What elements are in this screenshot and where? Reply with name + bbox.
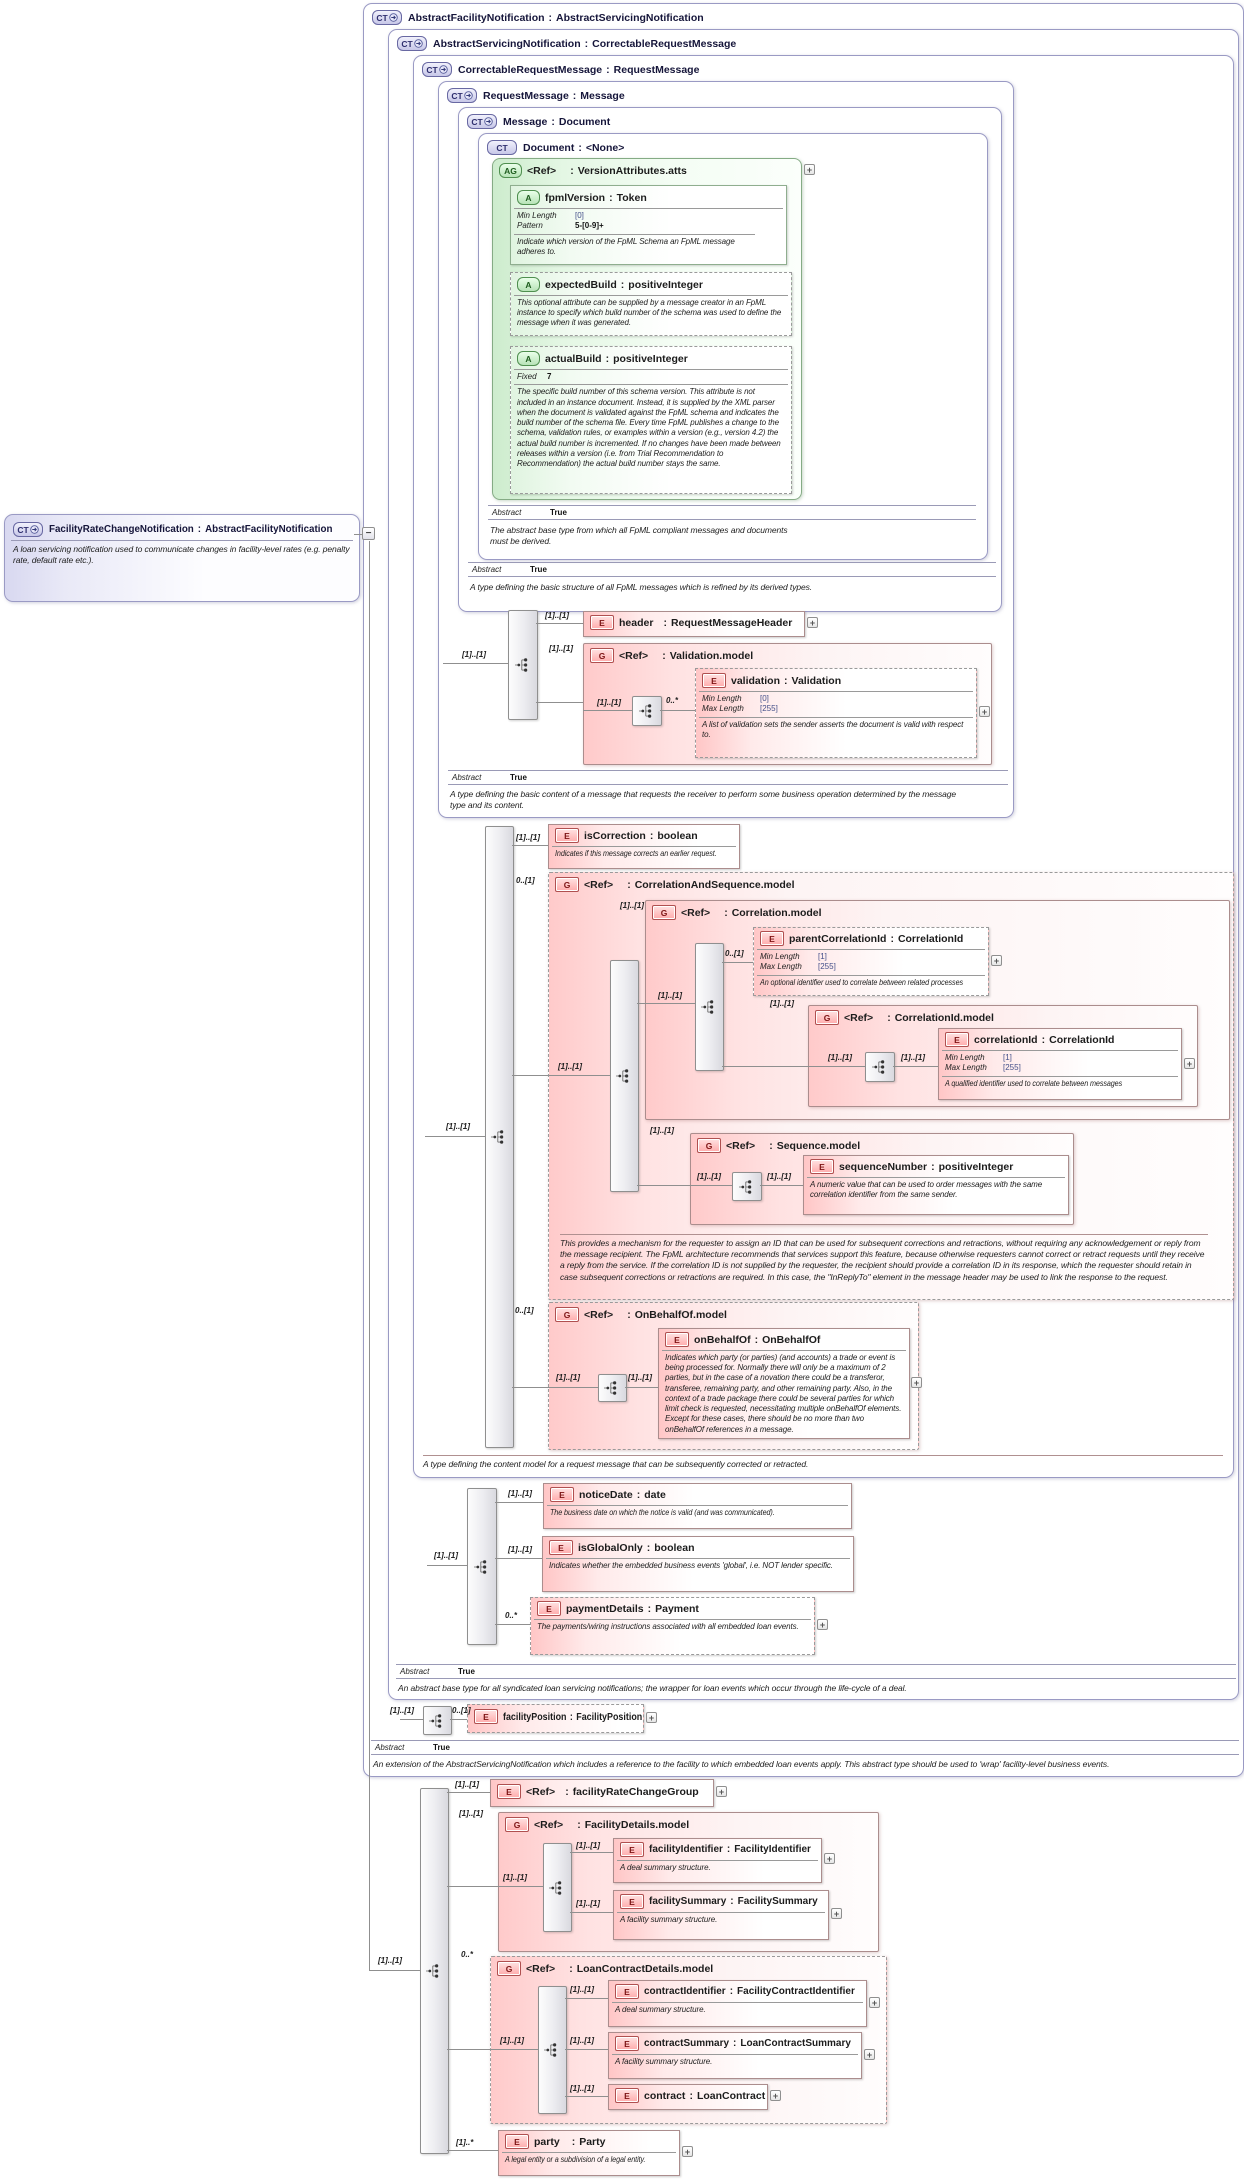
sequence-connector (598, 1374, 627, 1402)
sequence-icon (639, 702, 656, 720)
derived-arrow-icon (484, 117, 493, 126)
sequence-connector (467, 1488, 497, 1645)
connector-line (565, 1998, 608, 1999)
sequence-icon (701, 998, 718, 1016)
type-title: AbstractFacilityNotification : AbstractServicingNotification (408, 11, 704, 24)
element-badge: E (702, 673, 726, 688)
expand-icon[interactable]: + (869, 1997, 880, 2008)
cardinality-label: [1]..[1] (549, 644, 573, 653)
element-box-correlation-id[interactable] (938, 1028, 1182, 1100)
cardinality-label: [1]..[1] (770, 999, 794, 1008)
expand-icon[interactable]: + (864, 2049, 875, 2060)
attribute-box-actual-build[interactable] (510, 346, 792, 494)
cardinality-label: [1]..[1] (570, 1985, 594, 1994)
type-title: Document : <None> (523, 141, 625, 154)
attribute-facts: Fixed 7 (514, 369, 788, 384)
sequence-icon (515, 656, 532, 674)
sequence-connector (695, 943, 724, 1071)
expand-icon[interactable]: + (682, 2146, 693, 2157)
connector-line (495, 1558, 542, 1559)
attribute-box-fpml-version[interactable] (510, 185, 787, 265)
cardinality-label: [1]..[1] (576, 1841, 600, 1850)
element-badge: E (550, 1487, 574, 1502)
element-box-facility-identifier[interactable] (613, 1838, 822, 1883)
element-box-facility-rate-change-group[interactable] (490, 1779, 714, 1807)
cardinality-label: [1]..* (456, 2138, 474, 2147)
element-box-contract[interactable] (608, 2084, 768, 2110)
attribute-group-title: <Ref> : VersionAttributes.atts (527, 164, 687, 177)
element-badge: E (945, 1032, 969, 1047)
expand-icon[interactable]: + (1184, 1058, 1195, 1069)
element-title: <Ref> : facilityRateChangeGroup (526, 1785, 699, 1798)
element-annotation: A deal summary structure. (617, 1860, 818, 1875)
expand-icon[interactable]: + (817, 1619, 828, 1630)
connector-line (637, 1185, 732, 1186)
element-title: noticeDate : date (579, 1488, 666, 1501)
element-facts: Min Length [1] Max Length [255] (942, 1050, 1178, 1076)
element-title: header : RequestMessageHeader (619, 616, 793, 629)
sequence-connector (732, 1172, 762, 1201)
element-title: correlationId : CorrelationId (974, 1033, 1115, 1046)
connector-line (447, 2150, 498, 2151)
expand-icon[interactable]: + (770, 2090, 781, 2101)
connector-line (447, 1886, 543, 1887)
connector-line (512, 1075, 610, 1076)
element-box-validation[interactable] (695, 668, 977, 758)
element-box-party[interactable] (498, 2130, 680, 2176)
connector-line (565, 2049, 608, 2050)
sequence-icon (616, 1067, 633, 1085)
attribute-title: expectedBuild : positiveInteger (545, 278, 703, 291)
connector-line (893, 1066, 938, 1067)
abstract-fact-row: Abstract True (371, 1740, 1239, 1755)
group-badge: G (652, 905, 676, 920)
cardinality-label: [1]..[1] (459, 1809, 483, 1818)
element-title: party : Party (534, 2135, 606, 2148)
expand-icon[interactable]: + (911, 1377, 922, 1388)
cardinality-label: [1]..[1] (570, 2036, 594, 2045)
complex-type-badge: CT (447, 88, 477, 103)
element-badge: E (620, 1894, 644, 1909)
attribute-title: actualBuild : positiveInteger (545, 352, 688, 365)
element-annotation: Indicates whether the embedded business events 'global', i.e. NOT lender specific. (546, 1558, 850, 1573)
attribute-facts: Min Length [0] Pattern 5-[0-9]+ (514, 208, 783, 234)
element-box-facility-position[interactable] (467, 1704, 644, 1733)
element-badge: E (497, 1784, 521, 1799)
element-annotation: The payments/wiring instructions associated with all embedded loan events. (534, 1619, 811, 1634)
cardinality-label: [1]..[1] (462, 650, 486, 659)
attribute-box-expected-build[interactable] (510, 272, 792, 336)
cardinality-label: 0..[1] (516, 876, 535, 885)
element-annotation: A qualified identifier used to correlate between messages (942, 1076, 1178, 1091)
connector-line (354, 534, 362, 535)
element-annotation: A legal entity or a subdivision of a legal entity. (502, 2152, 676, 2167)
abstract-fact-row: Abstract True (468, 562, 996, 577)
element-title: contractSummary : LoanContractSummary (644, 2038, 851, 2049)
cardinality-label: [1]..[1] (620, 901, 644, 910)
attribute-annotation: The specific build number of this schema version. This attribute is not included in an instance document. Instead, it is supplied by the XML parser when the document is validated against the FpML schema and indicates the build number of the schema file. Every time FpML publishes a change to the schema, validation rules, or examples within a version (e.g., version 4.2) the actual build number is incremented. If no changes have been made between releases within a version (i.e. from Trial Recommendation to Recommendation) the actual build number stays the same. (514, 384, 788, 471)
connector-line (536, 702, 583, 703)
expand-icon[interactable]: + (824, 1853, 835, 1864)
connector-line (660, 710, 695, 711)
type-title: FacilityRateChangeNotification : AbstractFacilityNotification (49, 524, 333, 535)
expand-icon[interactable]: + (807, 617, 818, 628)
element-title: isCorrection : boolean (584, 829, 698, 842)
group-title: <Ref> : Sequence.model (726, 1139, 861, 1152)
cardinality-label: [1]..[1] (576, 1899, 600, 1908)
element-badge: E (590, 615, 614, 630)
type-title: RequestMessage : Message (483, 89, 625, 102)
attribute-badge: A (517, 351, 540, 366)
element-box-on-behalf-of[interactable] (658, 1328, 910, 1439)
attribute-title: fpmlVersion : Token (545, 191, 647, 204)
element-badge: E (615, 1984, 639, 1999)
abstract-fact-row: Abstract True (396, 1664, 1236, 1679)
sequence-connector (485, 826, 514, 1448)
connector-line (443, 663, 508, 664)
cardinality-label: 0..* (505, 1611, 518, 1620)
connector-line (512, 1387, 598, 1388)
group-title: <Ref> : Correlation.model (681, 906, 822, 919)
type-annotation: A type defining the basic content of a message that requests the receiver to perform some business operation determined by the message type and its content. (450, 789, 957, 811)
cardinality-label: 0..* (461, 1950, 474, 1959)
sequence-connector (632, 696, 662, 726)
element-box-sequence-number[interactable] (803, 1155, 1069, 1215)
element-annotation: A facility summary structure. (617, 1912, 825, 1927)
element-annotation: A deal summary structure. (612, 2002, 863, 2017)
cardinality-label: [1]..[1] (597, 698, 621, 707)
sequence-icon (491, 1128, 508, 1146)
group-badge: G (590, 648, 614, 663)
connector-line (625, 1387, 658, 1388)
connector-line (570, 1912, 613, 1913)
element-title: sequenceNumber : positiveInteger (839, 1160, 1014, 1173)
expand-icon[interactable]: + (831, 1908, 842, 1919)
sequence-icon (426, 1962, 443, 1980)
element-box-is-global-only[interactable] (542, 1536, 854, 1592)
element-title: facilityPosition : FacilityPosition (503, 1710, 643, 1723)
element-title: parentCorrelationId : CorrelationId (789, 932, 964, 945)
cardinality-label: [1]..[1] (516, 833, 540, 842)
cardinality-label: [1]..[1] (446, 1122, 470, 1131)
sequence-icon (474, 1558, 491, 1576)
element-badge: E (474, 1709, 498, 1724)
cardinality-label: [1]..[1] (658, 991, 682, 1000)
connector-line (722, 1066, 865, 1067)
connector-line (570, 1852, 613, 1853)
derived-arrow-icon (30, 525, 39, 534)
element-annotation: Indicates which party (or parties) (and accounts) a trade or event is being processed for. Normally there will only be a maximum of 2 parties, but in the case of a novation there could be a transferor, transferee, remaining party, and other remaining party. Also, in the context of a trade package there could be several parties for which limit check is requested, necessitating multiple onBehalfOf elements. Except for these cases, there should be no more than two onBehalfOf references in a message. (662, 1350, 906, 1437)
element-box-is-correction[interactable] (548, 824, 740, 869)
cardinality-label: [1]..[1] (378, 1956, 402, 1965)
group-badge: G (505, 1817, 529, 1832)
cardinality-label: [1]..[1] (828, 1053, 852, 1062)
group-title: <Ref> : LoanContractDetails.model (526, 1962, 714, 1975)
derived-arrow-icon (389, 13, 398, 22)
complex-type-badge: CT (487, 140, 517, 155)
sequence-icon (604, 1379, 621, 1397)
sequence-icon (544, 2041, 561, 2059)
type-box-facility-rate-change-notification[interactable] (4, 514, 360, 602)
complex-type-badge: CT (372, 10, 402, 25)
derived-arrow-icon (439, 65, 448, 74)
abstract-fact-row: Abstract True (448, 770, 1008, 785)
type-annotation: A type defining the content model for a request message that can be subsequently corrected or retracted. (423, 1455, 1223, 1470)
element-title: isGlobalOnly : boolean (578, 1541, 695, 1554)
element-badge: E (810, 1159, 834, 1174)
abstract-fact-row: Abstract True (488, 505, 976, 520)
cardinality-label: [1]..[1] (455, 1780, 479, 1789)
element-badge: E (760, 931, 784, 946)
cardinality-label: [1]..[1] (767, 1172, 791, 1181)
sequence-connector (538, 1986, 567, 2114)
cardinality-label: [1]..[1] (570, 2084, 594, 2093)
sequence-connector (543, 1843, 572, 1932)
connector-line (369, 1970, 420, 1971)
expand-icon[interactable]: + (716, 1786, 727, 1797)
cardinality-label: 0..* (666, 696, 679, 705)
cardinality-label: [1]..[1] (628, 1373, 652, 1382)
attribute-annotation: Indicate which version of the FpML Schema an FpML message adheres to. (514, 234, 755, 259)
type-annotation: An extension of the AbstractServicingNotification which includes a reference to the facility to which embedded loan events apply. This abstract type should be used to 'wrap' facility-level business events. (373, 1759, 1110, 1769)
element-box-payment-details[interactable] (530, 1597, 815, 1655)
expand-icon[interactable]: + (646, 1712, 657, 1723)
element-box-contract-summary[interactable] (608, 2032, 862, 2079)
element-title: contractIdentifier : FacilityContractIdentifier (644, 1986, 855, 1997)
element-annotation: Indicates if this message corrects an earlier request. (552, 846, 736, 861)
expand-icon[interactable]: + (979, 706, 990, 717)
group-badge: G (555, 1307, 579, 1322)
element-box-notice-date[interactable] (543, 1483, 852, 1529)
cardinality-label: [1]..[1] (390, 1706, 414, 1715)
element-badge: E (505, 2134, 529, 2149)
element-badge: E (665, 1332, 689, 1347)
connector-line (427, 1565, 467, 1566)
element-annotation: The business date on which the notice is valid (and was communicated). (547, 1505, 848, 1520)
complex-type-badge: CT (422, 62, 452, 77)
element-badge: E (555, 828, 579, 843)
derived-arrow-icon (414, 39, 423, 48)
cardinality-label: [1]..[1] (697, 1172, 721, 1181)
group-title: <Ref> : Validation.model (619, 649, 754, 662)
element-annotation: A numeric value that can be used to order messages with the same correlation identifier from the same sender. (807, 1177, 1065, 1202)
connector-line (495, 1624, 530, 1625)
cardinality-label: 0..[1] (452, 1706, 471, 1715)
element-facts: Min Length [0] Max Length [255] (699, 691, 973, 717)
sequence-icon (872, 1058, 889, 1076)
type-title: Message : Document (503, 115, 611, 128)
cardinality-label: [1]..[1] (503, 1873, 527, 1882)
group-note: This provides a mechanism for the requester to assign an ID that can be used for subsequent corrections and retractions, without requiring any acknowledgement or reply from the message recipient. The FpML architecture recommends that services support this feature, because otherwise requesters cannot correct or retract requests until they receive a reply from the service. If the correlation ID is not supplied by the requester, the recipient should provide a correlation ID in its response, which the requester should retain in case subsequent corrections or retractions are required. In this case, the "InReplyTo" element in the message header may be used to link the response to the request. (560, 1234, 1208, 1283)
group-title: <Ref> : CorrelationAndSequence.model (584, 878, 795, 891)
element-title: paymentDetails : Payment (566, 1602, 699, 1615)
connector-line (369, 541, 370, 1970)
attribute-annotation: This optional attribute can be supplied by a message creator in an FpML instance to specify which build number of the schema was used to define the message when it was generated. (514, 295, 788, 331)
group-badge: G (815, 1010, 839, 1025)
cardinality-label: [1]..[1] (556, 1373, 580, 1382)
group-title: <Ref> : CorrelationId.model (844, 1011, 994, 1024)
element-title: facilitySummary : FacilitySummary (649, 1896, 818, 1907)
type-title: AbstractServicingNotification : CorrectableRequestMessage (433, 37, 737, 50)
element-badge: E (537, 1601, 561, 1616)
type-title: CorrectableRequestMessage : RequestMessage (458, 63, 700, 76)
collapse-icon[interactable]: − (362, 527, 375, 540)
element-annotation: An optional identifier used to correlate between related processes (757, 975, 985, 990)
element-title: onBehalfOf : OnBehalfOf (694, 1333, 821, 1346)
cardinality-label: [1]..[1] (650, 1126, 674, 1135)
element-badge: E (615, 2036, 639, 2051)
connector-line (447, 1792, 490, 1793)
element-box-parent-correlation-id[interactable] (753, 927, 989, 996)
sequence-connector (865, 1052, 895, 1082)
element-title: contract : LoanContract (644, 2089, 766, 2102)
group-badge: G (555, 877, 579, 892)
attribute-badge: A (517, 277, 540, 292)
derived-arrow-icon (464, 91, 473, 100)
group-title: <Ref> : FacilityDetails.model (534, 1818, 690, 1831)
sequence-connector (420, 1788, 449, 2154)
cardinality-label: [1]..[1] (508, 1489, 532, 1498)
element-badge: E (615, 2088, 639, 2103)
type-annotation: A type defining the basic structure of all FpML messages which is refined by its derived types. (470, 582, 813, 592)
connector-line (760, 1185, 803, 1186)
type-annotation: An abstract base type for all syndicated loan servicing notifications; the wrapper for loan events which occur through the life-cycle of a deal. (398, 1683, 907, 1693)
attribute-badge: A (517, 190, 540, 205)
expand-icon[interactable]: + (804, 164, 815, 175)
sequence-connector (610, 960, 639, 1192)
expand-icon[interactable]: + (991, 955, 1002, 966)
element-annotation: A list of validation sets the sender asserts the document is valid with respect to. (699, 717, 973, 742)
element-box-facility-summary[interactable] (613, 1890, 829, 1940)
cardinality-label: [1]..[1] (901, 1053, 925, 1062)
group-badge: G (497, 1961, 521, 1976)
attribute-group-badge: AG (499, 163, 522, 178)
connector-line (400, 1719, 423, 1720)
cardinality-label: 0..[1] (515, 1306, 534, 1315)
connector-line (565, 2096, 608, 2097)
element-badge: E (549, 1540, 573, 1555)
element-annotation: A facility summary structure. (612, 2054, 858, 2069)
connector-line (536, 623, 583, 624)
complex-type-badge: CT (467, 114, 497, 129)
connector-line (425, 1136, 485, 1137)
sequence-connector (508, 610, 538, 720)
type-annotation: A loan servicing notification used to communicate changes in facility-level rates (e.g. penalty rate, default rate etc.). (11, 540, 353, 566)
connector-line (722, 962, 753, 963)
element-box-header[interactable] (583, 611, 805, 637)
cardinality-label: 0..[1] (725, 949, 744, 958)
connector-line (512, 845, 548, 846)
element-facts: Min Length [1] Max Length [255] (757, 949, 985, 975)
element-badge: E (620, 1842, 644, 1857)
complex-type-badge: CT (397, 36, 427, 51)
cardinality-label: [1]..[1] (500, 2036, 524, 2045)
connector-line (637, 1003, 695, 1004)
connector-line (447, 2049, 538, 2050)
element-title: validation : Validation (731, 674, 842, 687)
group-badge: G (697, 1138, 721, 1153)
complex-type-badge: CT (13, 522, 43, 537)
sequence-connector (423, 1706, 452, 1735)
sequence-icon (549, 1879, 566, 1897)
sequence-icon (429, 1712, 446, 1730)
cardinality-label: [1]..[1] (434, 1551, 458, 1560)
type-annotation: The abstract base type from which all FpML compliant messages and documents must be derived. (490, 525, 788, 547)
group-title: <Ref> : OnBehalfOf.model (584, 1308, 727, 1321)
connector-line (495, 1502, 543, 1503)
connector-line (583, 710, 632, 711)
element-box-contract-identifier[interactable] (608, 1980, 867, 2027)
cardinality-label: [1]..[1] (545, 611, 569, 620)
element-title: facilityIdentifier : FacilityIdentifier (649, 1844, 811, 1855)
cardinality-label: [1]..[1] (508, 1545, 532, 1554)
sequence-icon (739, 1178, 756, 1196)
cardinality-label: [1]..[1] (558, 1062, 582, 1071)
connector-line (450, 1719, 467, 1720)
